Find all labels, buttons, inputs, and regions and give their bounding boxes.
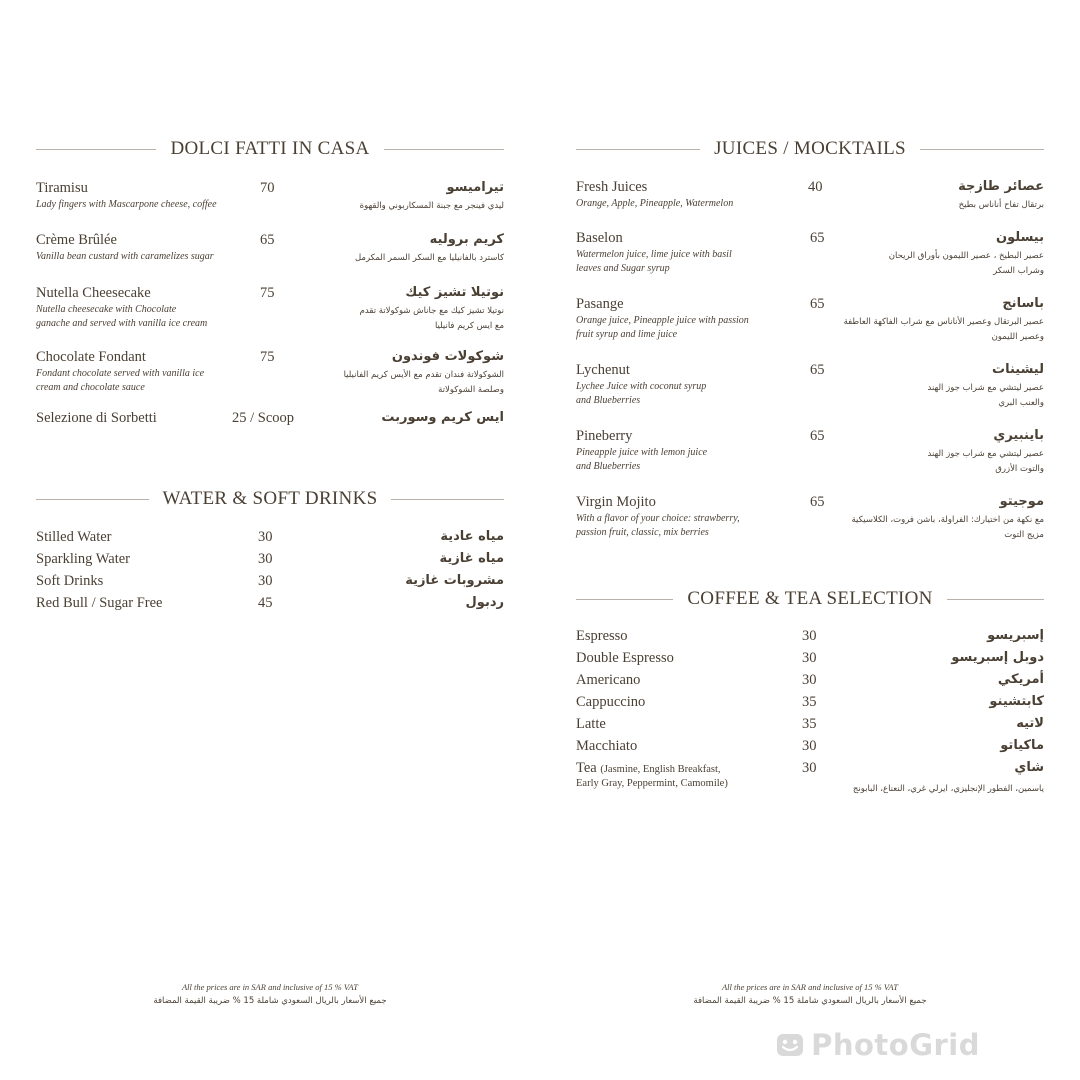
item-name-arabic: عصائر طازجة [958, 179, 1044, 194]
item-name: Chocolate Fondant [36, 349, 146, 365]
item-description: Fondant chocolate served with vanilla ice cream and chocolate sauce [36, 368, 205, 393]
item-name-arabic: شوكولات فوندون [391, 349, 504, 364]
menu-item-pineberry [576, 428, 1044, 484]
item-price: 35 [802, 694, 817, 710]
item-description-arabic: عصير ليتشي مع شراب جوز الهند والتوت الأزرق [927, 449, 1044, 474]
item-name-arabic: مشروبات غازية [405, 573, 504, 588]
menu-item-fresh-juices [576, 179, 1044, 223]
menu-item-latte [576, 716, 1044, 738]
menu-item-nutella-cheesecake [36, 285, 504, 341]
item-price: 35 [802, 716, 817, 732]
item-name-arabic: ماكياتو [1000, 738, 1044, 753]
item-name-arabic: ردبول [465, 595, 504, 610]
item-price: 30 [258, 551, 273, 567]
item-name-arabic: باينبيري [993, 428, 1044, 443]
item-name: Fresh Juices [576, 179, 648, 195]
item-description: With a flavor of your choice: strawberry, passion fruit, classic, mix berries [576, 513, 740, 538]
item-name [576, 760, 720, 777]
section-title: JUICES / MOCKTAILS [714, 138, 906, 159]
divider [36, 149, 156, 150]
item-name: Cappuccino [576, 694, 646, 710]
footnote-english: All the prices are in SAR and inclusive of 15 % VAT [181, 982, 359, 992]
footnote-arabic: جميع الأسعار بالريال السعودي شاملة 15 % ضريبة القيمة المضافة [693, 996, 927, 1006]
item-price: 65 [810, 494, 825, 510]
item-name-arabic: باسانج [1002, 296, 1044, 311]
item-description: Orange, Apple, Pineapple, Watermelon [576, 198, 734, 209]
menu-item-macchiato [576, 738, 1044, 760]
menu-item-soft-drinks [36, 573, 504, 595]
item-name: Selezione di Sorbetti [36, 410, 157, 426]
item-price: 30 [802, 760, 817, 776]
item-price: 65 [810, 296, 825, 312]
item-description: Pineapple juice with lemon juice and Blueberries [576, 447, 708, 472]
item-name-arabic: تيراميسو [446, 180, 504, 195]
item-name: Stilled Water [36, 529, 112, 545]
item-description-arabic: عصير البطيخ ، عصير الليمون بأوراق الريحان وشراب السكر [888, 251, 1044, 276]
item-price: 30 [802, 628, 817, 644]
menu-item-cappuccino [576, 694, 1044, 716]
item-name: Lychenut [576, 362, 630, 378]
menu-item-creme-brulee [36, 232, 504, 276]
item-price: 30 [258, 573, 273, 589]
item-description-arabic: عصير ليتشي مع شراب جوز الهند والعنب البري [927, 383, 1044, 408]
menu-item-virgin-mojito [576, 494, 1044, 550]
item-description: Vanilla bean custard with caramelizes sugar [36, 251, 214, 262]
item-name-arabic: أمريكي [997, 672, 1044, 687]
item-description-arabic: ياسمين، الفطور الإنجليزي، ايرلي غري، النعناع، البابونج [852, 784, 1044, 794]
item-price: 30 [802, 738, 817, 754]
divider [947, 599, 1044, 600]
item-name-arabic: موجيتو [999, 494, 1044, 509]
item-name: Double Espresso [576, 650, 674, 666]
item-name-arabic: نوتيلا تشيز كيك [405, 285, 504, 300]
item-name-arabic: ايس كريم وسوربت [381, 410, 504, 425]
menu-item-pasange [576, 296, 1044, 352]
item-description: Lady fingers with Mascarpone cheese, coffee [36, 199, 217, 210]
footnote-english: All the prices are in SAR and inclusive of 15 % VAT [721, 982, 899, 992]
item-name: Latte [576, 716, 606, 732]
tea-name: Tea [576, 760, 597, 776]
item-price: 70 [260, 180, 275, 196]
item-name: Virgin Mojito [576, 494, 656, 510]
section-title: COFFEE & TEA SELECTION [687, 588, 933, 609]
menu-page-right [540, 0, 1080, 1080]
section-header-juices [576, 138, 1044, 160]
item-name: Macchiato [576, 738, 638, 754]
divider [576, 149, 700, 150]
item-name: Crème Brûlée [36, 232, 117, 248]
menu-item-stilled-water [36, 529, 504, 551]
item-price: 65 [810, 230, 825, 246]
item-price: 25 / Scoop [232, 410, 295, 426]
item-description-arabic: نوتيلا تشيز كيك مع جاناش شوكولاتة تقدم مع ايس كريم فانيليا [359, 306, 504, 331]
section-header-coffee [576, 588, 1044, 610]
item-description: Watermelon juice, lime juice with basil leaves and Sugar syrup [576, 249, 732, 274]
item-name: Nutella Cheesecake [36, 285, 151, 301]
item-price: 75 [260, 349, 275, 365]
item-description-arabic: برتقال تفاح أناناس بطيخ [958, 200, 1044, 210]
item-name-arabic: لاتيه [1016, 716, 1044, 731]
divider [920, 149, 1044, 150]
item-name-arabic: شاي [1014, 760, 1044, 775]
menu-item-americano [576, 672, 1044, 694]
item-name: Tiramisu [36, 180, 88, 196]
section-header-dolci [36, 138, 504, 160]
item-price: 45 [258, 595, 273, 611]
divider [576, 599, 673, 600]
tea-varieties-continued: Early Gray, Peppermint, Camomile) [576, 778, 728, 789]
item-name-arabic: كريم بروليه [429, 232, 504, 247]
item-name-arabic: كابتشينو [989, 694, 1044, 709]
item-price: 65 [260, 232, 275, 248]
price-footnote [540, 980, 1080, 1008]
item-description-arabic: ليدي فينجر مع جبنة المسكاربوني والقهوة [359, 201, 504, 211]
item-name: Pineberry [576, 428, 633, 444]
menu-item-lychenut [576, 362, 1044, 418]
item-name: Soft Drinks [36, 573, 104, 589]
section-title: DOLCI FATTI IN CASA [170, 138, 370, 159]
item-name-arabic: دوبل إسبريسو [951, 650, 1044, 665]
item-price: 30 [802, 650, 817, 666]
menu-item-espresso [576, 628, 1044, 650]
watermark-text: PhotoGrid [811, 1028, 980, 1062]
item-description-arabic: عصير البرتقال وعصير الأناناس مع شراب الفاكهة العاطفة وعصير الليمون [843, 317, 1044, 342]
menu-item-tea [576, 760, 1044, 804]
menu-item-sparkling-water [36, 551, 504, 573]
footnote-arabic: جميع الأسعار بالريال السعودي شاملة 15 % ضريبة القيمة المضافة [153, 996, 387, 1006]
item-price: 65 [810, 428, 825, 444]
item-description-arabic: كاسترد بالفانيليا مع السكر السمر المكرمل [354, 253, 504, 263]
item-name-arabic: إسبريسو [987, 628, 1044, 643]
divider [36, 499, 149, 500]
menu-item-double-espresso [576, 650, 1044, 672]
item-price: 30 [802, 672, 817, 688]
item-name-arabic: مياه غازية [439, 551, 504, 566]
item-name-arabic: ليشينات [992, 362, 1044, 377]
item-name: Americano [576, 672, 641, 688]
tea-varieties: (Jasmine, English Breakfast, [600, 764, 721, 775]
item-price: 75 [260, 285, 275, 301]
item-name-arabic: مياه عادية [440, 529, 504, 544]
item-description-arabic: مع نكهة من اختيارك: الفراولة، باشن فروت، الكلاسيكية مزيج التوت [851, 515, 1044, 540]
item-name: Pasange [576, 296, 624, 312]
item-name: Espresso [576, 628, 628, 644]
item-name-arabic: بيسلون [996, 230, 1044, 245]
section-header-water [36, 488, 504, 510]
item-name: Sparkling Water [36, 551, 131, 567]
item-description: Nutella cheesecake with Chocolate ganache and served with vanilla ice cream [36, 304, 208, 329]
section-title: WATER & SOFT DRINKS [162, 488, 378, 509]
menu-item-tiramisu [36, 180, 504, 224]
item-price: 40 [808, 179, 823, 195]
menu-item-red-bull [36, 595, 504, 617]
item-price: 65 [810, 362, 825, 378]
price-footnote [0, 980, 540, 1008]
item-name: Baselon [576, 230, 623, 246]
photogrid-logo-icon [775, 1031, 805, 1059]
menu-item-sorbetti [36, 410, 504, 432]
item-description-arabic: الشوكولاتة فندان تقدم مع الأيس كريم الفانيليا وصلصة الشوكولاتة [343, 370, 504, 395]
item-name: Red Bull / Sugar Free [36, 595, 163, 611]
menu-item-chocolate-fondant [36, 349, 504, 405]
divider [391, 499, 504, 500]
photogrid-watermark [775, 1028, 980, 1062]
divider [384, 149, 504, 150]
item-description: Lychee Juice with coconut syrup and Blueberries [576, 381, 707, 406]
item-price: 30 [258, 529, 273, 545]
menu-item-baselon [576, 230, 1044, 286]
item-description: Orange juice, Pineapple juice with passion fruit syrup and lime juice [576, 315, 749, 340]
